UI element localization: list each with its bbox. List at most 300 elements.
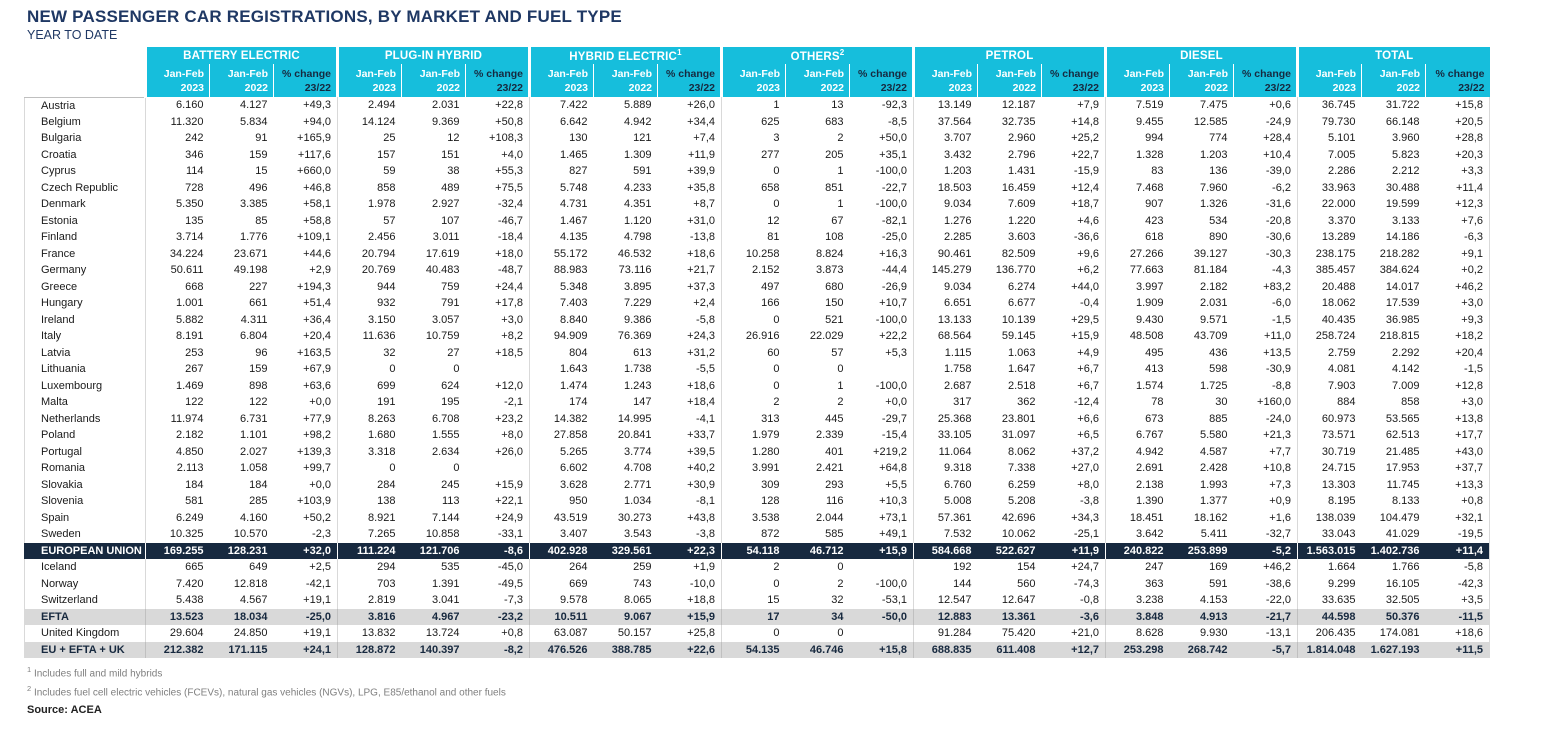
value-cell: -3,8 bbox=[1080, 495, 1099, 508]
value-cell: 8.195 bbox=[1298, 493, 1362, 510]
value-cell: 4.587 bbox=[1199, 445, 1228, 458]
value-cell: 8.062 bbox=[1007, 445, 1036, 458]
row-label: Czech Republic bbox=[25, 180, 146, 197]
value-cell: 147 bbox=[633, 396, 652, 409]
value-cell: 1.664 bbox=[1298, 559, 1362, 576]
value-cell: 0 bbox=[722, 196, 786, 213]
value-cell: 0 bbox=[722, 312, 786, 329]
value-cell: +32,1 bbox=[1426, 510, 1490, 527]
value-cell: 2.687 bbox=[914, 378, 978, 395]
table-row bbox=[25, 625, 1490, 642]
value-cell: 858 bbox=[1401, 396, 1420, 409]
value-cell: 79.730 bbox=[1298, 114, 1362, 131]
table-row bbox=[25, 130, 1490, 147]
value-cell bbox=[850, 625, 914, 642]
value-cell: 104.479 bbox=[1379, 511, 1420, 524]
value-cell: 75.420 bbox=[1001, 627, 1036, 640]
value-cell: 145.279 bbox=[914, 262, 978, 279]
value-cell: 613 bbox=[633, 346, 652, 359]
value-cell: 8.133 bbox=[1391, 495, 1420, 508]
value-cell: 2.031 bbox=[1199, 297, 1228, 310]
value-cell: 362 bbox=[1017, 396, 1036, 409]
value-cell: 2.044 bbox=[815, 511, 844, 524]
value-cell: +11,9 bbox=[687, 148, 715, 161]
value-cell: 253.298 bbox=[1106, 642, 1170, 659]
value-cell: 1.391 bbox=[431, 577, 460, 590]
value-cell: 10.570 bbox=[233, 528, 268, 541]
table-row bbox=[25, 163, 1490, 180]
value-cell: 423 bbox=[1106, 213, 1170, 230]
column-header: Jan-Feb 2023 bbox=[1106, 64, 1170, 97]
row-label: EU + EFTA + UK bbox=[25, 642, 146, 659]
value-cell: -6,2 bbox=[1272, 181, 1291, 194]
value-cell: 3.407 bbox=[530, 526, 594, 543]
value-cell: 4.567 bbox=[239, 594, 268, 607]
value-cell: 7.532 bbox=[914, 526, 978, 543]
value-cell: +12,7 bbox=[1071, 643, 1099, 656]
value-cell: 581 bbox=[146, 493, 210, 510]
value-cell: 121 bbox=[633, 132, 652, 145]
value-cell: -100,0 bbox=[875, 165, 907, 178]
value-cell: 0 bbox=[338, 460, 402, 477]
value-cell: 9.578 bbox=[530, 592, 594, 609]
value-cell: +20,4 bbox=[303, 330, 331, 343]
fuel-group-header: OTHERS$^2$ bbox=[722, 47, 914, 64]
value-cell: +34,4 bbox=[687, 115, 715, 128]
value-cell: 4.311 bbox=[240, 313, 268, 326]
value-cell: 522.627 bbox=[995, 544, 1036, 557]
value-cell: -8,6 bbox=[504, 544, 523, 557]
value-cell: 3.538 bbox=[722, 510, 786, 527]
value-cell: 27 bbox=[447, 346, 460, 359]
value-cell: 8.840 bbox=[530, 312, 594, 329]
value-cell: +8,2 bbox=[501, 330, 523, 343]
value-cell: 4.942 bbox=[1106, 444, 1170, 461]
value-cell: -82,1 bbox=[881, 214, 907, 227]
value-cell: 46.746 bbox=[809, 643, 844, 656]
value-cell: -30,9 bbox=[1265, 363, 1291, 376]
value-cell: 40.483 bbox=[425, 264, 460, 277]
value-cell: 21.485 bbox=[1385, 445, 1420, 458]
value-cell: 907 bbox=[1106, 196, 1170, 213]
value-cell: 1.243 bbox=[623, 379, 652, 392]
value-cell: +9,6 bbox=[1077, 247, 1099, 260]
value-cell: 12.647 bbox=[1001, 594, 1036, 607]
value-cell: 59.145 bbox=[1001, 330, 1036, 343]
value-cell: -100,0 bbox=[875, 198, 907, 211]
value-cell: +4,9 bbox=[1077, 346, 1099, 359]
value-cell: 649 bbox=[249, 561, 268, 574]
table-row bbox=[25, 543, 1490, 560]
value-cell: 169 bbox=[1209, 561, 1228, 574]
value-cell: 994 bbox=[1106, 130, 1170, 147]
value-cell: +26,0 bbox=[687, 99, 715, 112]
value-cell: -21,7 bbox=[1265, 610, 1291, 623]
value-cell: 3.057 bbox=[431, 313, 460, 326]
value-cell: 32.505 bbox=[1385, 594, 1420, 607]
value-cell: 3.628 bbox=[530, 477, 594, 494]
value-cell: 2.759 bbox=[1298, 345, 1362, 362]
value-cell: 743 bbox=[633, 577, 652, 590]
value-cell: 2.819 bbox=[338, 592, 402, 609]
value-cell: +117,6 bbox=[297, 148, 331, 161]
value-cell: -8,2 bbox=[504, 643, 523, 656]
row-label: Sweden bbox=[25, 526, 146, 543]
value-cell: 611.408 bbox=[996, 643, 1036, 656]
value-cell: 1.115 bbox=[914, 345, 978, 362]
value-cell: -19,5 bbox=[1426, 526, 1490, 543]
value-cell: 122 bbox=[249, 396, 268, 409]
value-cell: +46,2 bbox=[1263, 561, 1291, 574]
value-cell: 111.224 bbox=[338, 543, 402, 560]
value-cell: 12 bbox=[722, 213, 786, 230]
value-cell: 0 bbox=[453, 462, 460, 475]
value-cell: +50,0 bbox=[879, 132, 907, 145]
value-cell: 34 bbox=[831, 610, 844, 623]
value-cell: 46.532 bbox=[617, 247, 652, 260]
column-header: Jan-Feb 2022 bbox=[786, 64, 850, 97]
value-cell: 14.017 bbox=[1385, 280, 1420, 293]
value-cell: 688.835 bbox=[914, 642, 978, 659]
value-cell: 17 bbox=[722, 609, 786, 626]
row-label: Austria bbox=[25, 97, 146, 114]
value-cell: +0,0 bbox=[885, 396, 907, 409]
value-cell: +4,6 bbox=[1077, 214, 1099, 227]
value-cell: 268.742 bbox=[1187, 643, 1228, 656]
value-cell: 7.265 bbox=[338, 526, 402, 543]
value-cell: 4.135 bbox=[530, 229, 594, 246]
row-label: Bulgaria bbox=[25, 130, 146, 147]
value-cell: -3,6 bbox=[1080, 610, 1099, 623]
value-cell: 20.841 bbox=[617, 429, 652, 442]
value-cell: 2 bbox=[837, 577, 844, 590]
table-row bbox=[25, 411, 1490, 428]
value-cell: 42.696 bbox=[1001, 511, 1036, 524]
value-cell: 5.101 bbox=[1298, 130, 1362, 147]
value-cell: 2.691 bbox=[1106, 460, 1170, 477]
value-cell: 9.430 bbox=[1106, 312, 1170, 329]
value-cell: +36,4 bbox=[303, 313, 331, 326]
row-label: Ireland bbox=[25, 312, 146, 329]
value-cell: 6.160 bbox=[146, 97, 210, 114]
value-cell: 774 bbox=[1209, 132, 1228, 145]
value-cell: 32 bbox=[831, 594, 844, 607]
value-cell: 33.963 bbox=[1298, 180, 1362, 197]
value-cell: 728 bbox=[146, 180, 210, 197]
value-cell: 136 bbox=[1209, 165, 1228, 178]
value-cell: 560 bbox=[1017, 577, 1036, 590]
value-cell: 858 bbox=[338, 180, 402, 197]
value-cell: 1.467 bbox=[530, 213, 594, 230]
row-label: Estonia bbox=[25, 213, 146, 230]
value-cell: 3.432 bbox=[914, 147, 978, 164]
value-cell: +219,2 bbox=[873, 445, 907, 458]
value-cell: 253 bbox=[146, 345, 210, 362]
value-cell: 0 bbox=[722, 576, 786, 593]
value-cell: -20,8 bbox=[1265, 214, 1291, 227]
value-cell: 584.668 bbox=[914, 543, 978, 560]
value-cell: -46,7 bbox=[497, 214, 523, 227]
value-cell: 0 bbox=[338, 361, 402, 378]
value-cell: 12.818 bbox=[233, 577, 268, 590]
value-cell: -30,3 bbox=[1265, 247, 1291, 260]
source-label: Source: ACEA bbox=[27, 703, 102, 716]
row-label: Croatia bbox=[25, 147, 146, 164]
value-cell: 81 bbox=[722, 229, 786, 246]
value-cell: 293 bbox=[825, 478, 844, 491]
table-row bbox=[25, 114, 1490, 131]
value-cell: +31,0 bbox=[687, 214, 715, 227]
value-cell: +18,5 bbox=[495, 346, 523, 359]
value-cell: +18,6 bbox=[687, 379, 715, 392]
value-cell: 6.274 bbox=[1007, 280, 1036, 293]
value-cell: 24.715 bbox=[1298, 460, 1362, 477]
value-cell: 618 bbox=[1106, 229, 1170, 246]
value-cell: +7,3 bbox=[1269, 478, 1291, 491]
value-cell: +39,9 bbox=[687, 165, 715, 178]
value-cell: 4.913 bbox=[1199, 610, 1228, 623]
value-cell: 4.708 bbox=[623, 462, 652, 475]
value-cell: 661 bbox=[249, 297, 268, 310]
row-label: Latvia bbox=[25, 345, 146, 362]
value-cell: +22,1 bbox=[495, 495, 523, 508]
value-cell: 2.152 bbox=[722, 262, 786, 279]
value-cell: 27.858 bbox=[530, 427, 594, 444]
value-cell: +9,1 bbox=[1426, 246, 1490, 263]
value-cell: 1.280 bbox=[722, 444, 786, 461]
value-cell: -1,5 bbox=[1272, 313, 1291, 326]
row-label: Finland bbox=[25, 229, 146, 246]
value-cell: +7,4 bbox=[693, 132, 715, 145]
value-cell: +18,6 bbox=[1426, 625, 1490, 642]
value-cell: -13,8 bbox=[689, 231, 715, 244]
value-cell: 50.157 bbox=[617, 627, 652, 640]
value-cell: 82.509 bbox=[1001, 247, 1036, 260]
value-cell: 258.724 bbox=[1298, 328, 1362, 345]
value-cell: 1.001 bbox=[146, 295, 210, 312]
value-cell: +18,2 bbox=[1426, 328, 1490, 345]
table-row bbox=[25, 394, 1490, 411]
value-cell: 3.150 bbox=[338, 312, 402, 329]
value-cell: +98,2 bbox=[303, 429, 331, 442]
column-header: Jan-Feb 2022 bbox=[594, 64, 658, 97]
value-cell: 6.731 bbox=[239, 412, 268, 425]
value-cell: 9.299 bbox=[1298, 576, 1362, 593]
row-label: Cyprus bbox=[25, 163, 146, 180]
value-cell: 5.350 bbox=[146, 196, 210, 213]
value-cell: +15,9 bbox=[687, 610, 715, 623]
value-cell: 44.598 bbox=[1298, 609, 1362, 626]
value-cell: 13.523 bbox=[146, 609, 210, 626]
value-cell: 1.978 bbox=[338, 196, 402, 213]
value-cell: +18,7 bbox=[1071, 198, 1099, 211]
value-cell: -33,1 bbox=[497, 528, 523, 541]
value-cell: 33.043 bbox=[1298, 526, 1362, 543]
value-cell: +15,9 bbox=[495, 478, 523, 491]
value-cell: 1.309 bbox=[623, 148, 652, 161]
value-cell: 9.034 bbox=[914, 279, 978, 296]
value-cell: 585 bbox=[825, 528, 844, 541]
table-row bbox=[25, 576, 1490, 593]
value-cell: -44,4 bbox=[881, 264, 907, 277]
value-cell: 67 bbox=[831, 214, 844, 227]
value-cell: 96 bbox=[255, 346, 268, 359]
value-cell: 218.282 bbox=[1379, 247, 1420, 260]
value-cell: 9.930 bbox=[1199, 627, 1228, 640]
value-cell: +2,9 bbox=[309, 264, 331, 277]
value-cell: +3,0 bbox=[501, 313, 523, 326]
value-cell: +10,4 bbox=[1263, 148, 1291, 161]
value-cell: 11.745 bbox=[1386, 478, 1420, 491]
table-row bbox=[25, 246, 1490, 263]
value-cell: 489 bbox=[441, 181, 460, 194]
value-cell: +40,2 bbox=[687, 462, 715, 475]
value-cell: +1,9 bbox=[693, 561, 715, 574]
value-cell: 66.148 bbox=[1385, 115, 1420, 128]
value-cell: 680 bbox=[825, 280, 844, 293]
value-cell: +18,6 bbox=[687, 247, 715, 260]
value-cell: 2.285 bbox=[914, 229, 978, 246]
value-cell: +29,5 bbox=[1071, 313, 1099, 326]
value-cell: 267 bbox=[146, 361, 210, 378]
column-header: % change 23/22 bbox=[658, 64, 722, 97]
value-cell: 10.258 bbox=[722, 246, 786, 263]
value-cell: 57.361 bbox=[914, 510, 978, 527]
value-cell: +24,1 bbox=[303, 643, 331, 656]
value-cell: 76.369 bbox=[617, 330, 652, 343]
table-row bbox=[25, 345, 1490, 362]
value-cell: +12,0 bbox=[495, 379, 523, 392]
value-cell: 38 bbox=[447, 165, 460, 178]
row-label: Romania bbox=[25, 460, 146, 477]
value-cell: 7.403 bbox=[530, 295, 594, 312]
value-cell: +7,9 bbox=[1077, 99, 1099, 112]
value-cell: 12.883 bbox=[914, 609, 978, 626]
page-title: NEW PASSENGER CAR REGISTRATIONS, BY MARKET AND FUEL TYPE bbox=[27, 7, 622, 26]
value-cell: +10,7 bbox=[879, 297, 907, 310]
value-cell: 1.390 bbox=[1106, 493, 1170, 510]
value-cell: 658 bbox=[722, 180, 786, 197]
value-cell: -100,0 bbox=[875, 577, 907, 590]
value-cell: 1.034 bbox=[623, 495, 652, 508]
value-cell: 78 bbox=[1106, 394, 1170, 411]
value-cell: 53.565 bbox=[1385, 412, 1420, 425]
value-cell: +83,2 bbox=[1263, 280, 1291, 293]
value-cell: +18,4 bbox=[687, 396, 715, 409]
value-cell: 13.724 bbox=[425, 627, 460, 640]
value-cell: 0 bbox=[722, 163, 786, 180]
value-cell: 7.422 bbox=[530, 97, 594, 114]
value-cell: 128 bbox=[722, 493, 786, 510]
value-cell: 5.438 bbox=[146, 592, 210, 609]
value-cell: 13.303 bbox=[1298, 477, 1362, 494]
value-cell: 668 bbox=[146, 279, 210, 296]
value-cell: 1.627.193 bbox=[1370, 643, 1420, 656]
value-cell: 1.643 bbox=[530, 361, 594, 378]
value-cell: 591 bbox=[1209, 577, 1228, 590]
value-cell: +18,0 bbox=[495, 247, 523, 260]
value-cell bbox=[466, 361, 530, 378]
value-cell: -100,0 bbox=[875, 313, 907, 326]
value-cell: +5,3 bbox=[885, 346, 907, 359]
value-cell: +5,5 bbox=[885, 478, 907, 491]
value-cell: -8,1 bbox=[696, 495, 715, 508]
value-cell: +108,3 bbox=[489, 132, 523, 145]
value-cell: +14,8 bbox=[1071, 115, 1099, 128]
value-cell: 14.186 bbox=[1385, 231, 1420, 244]
value-cell: 7.468 bbox=[1106, 180, 1170, 197]
value-cell: +12,3 bbox=[1426, 196, 1490, 213]
table-row bbox=[25, 642, 1490, 659]
value-cell: 8.263 bbox=[338, 411, 402, 428]
value-cell: 240.822 bbox=[1106, 543, 1170, 560]
value-cell: 3.774 bbox=[623, 445, 652, 458]
value-cell: 14.995 bbox=[617, 412, 652, 425]
value-cell: -25,0 bbox=[881, 231, 907, 244]
column-header: % change 23/22 bbox=[1042, 64, 1106, 97]
value-cell: 3.318 bbox=[338, 444, 402, 461]
value-cell: 5.208 bbox=[1007, 495, 1036, 508]
value-cell: +73,1 bbox=[879, 511, 907, 524]
value-cell: +24,7 bbox=[1071, 561, 1099, 574]
value-cell: 284 bbox=[338, 477, 402, 494]
value-cell: 309 bbox=[722, 477, 786, 494]
value-cell: 890 bbox=[1209, 231, 1228, 244]
value-cell: +11,4 bbox=[1426, 180, 1490, 197]
registrations-table bbox=[24, 47, 1490, 658]
value-cell: 7.609 bbox=[1007, 198, 1036, 211]
row-label: Denmark bbox=[25, 196, 146, 213]
value-cell: +139,3 bbox=[297, 445, 331, 458]
value-cell: 6.677 bbox=[1007, 297, 1036, 310]
value-cell: 57 bbox=[338, 213, 402, 230]
value-cell: 3.603 bbox=[1007, 231, 1036, 244]
value-cell: 88.983 bbox=[530, 262, 594, 279]
table-row bbox=[25, 295, 1490, 312]
value-cell: 13.149 bbox=[914, 97, 978, 114]
value-cell: +26,0 bbox=[495, 445, 523, 458]
value-cell: +37,7 bbox=[1426, 460, 1490, 477]
value-cell: 18.503 bbox=[914, 180, 978, 197]
value-cell: +6,7 bbox=[1077, 363, 1099, 376]
value-cell: +15,8 bbox=[1426, 97, 1490, 114]
column-header: Jan-Feb 2023 bbox=[1298, 64, 1362, 97]
value-cell: -92,3 bbox=[881, 99, 907, 112]
value-cell: 2 bbox=[722, 394, 786, 411]
value-cell: 166 bbox=[722, 295, 786, 312]
value-cell: 3 bbox=[722, 130, 786, 147]
table-row bbox=[25, 361, 1490, 378]
value-cell: 1.326 bbox=[1199, 198, 1228, 211]
value-cell: +3,5 bbox=[1426, 592, 1490, 609]
value-cell: 1.738 bbox=[623, 363, 652, 376]
value-cell: 1.574 bbox=[1106, 378, 1170, 395]
value-cell: 6.708 bbox=[431, 412, 460, 425]
value-cell: 15 bbox=[255, 165, 268, 178]
value-cell: 16.459 bbox=[1001, 181, 1036, 194]
value-cell: 5.348 bbox=[530, 279, 594, 296]
value-cell: 385.457 bbox=[1298, 262, 1362, 279]
value-cell: 77.663 bbox=[1106, 262, 1170, 279]
value-cell: 3.895 bbox=[623, 280, 652, 293]
value-cell: 7.519 bbox=[1106, 97, 1170, 114]
value-cell: +23,2 bbox=[495, 412, 523, 425]
value-cell: 1.647 bbox=[1007, 363, 1036, 376]
value-cell: 1.377 bbox=[1199, 495, 1228, 508]
table-row bbox=[25, 328, 1490, 345]
value-cell: -25,0 bbox=[305, 610, 331, 623]
table-row bbox=[25, 592, 1490, 609]
